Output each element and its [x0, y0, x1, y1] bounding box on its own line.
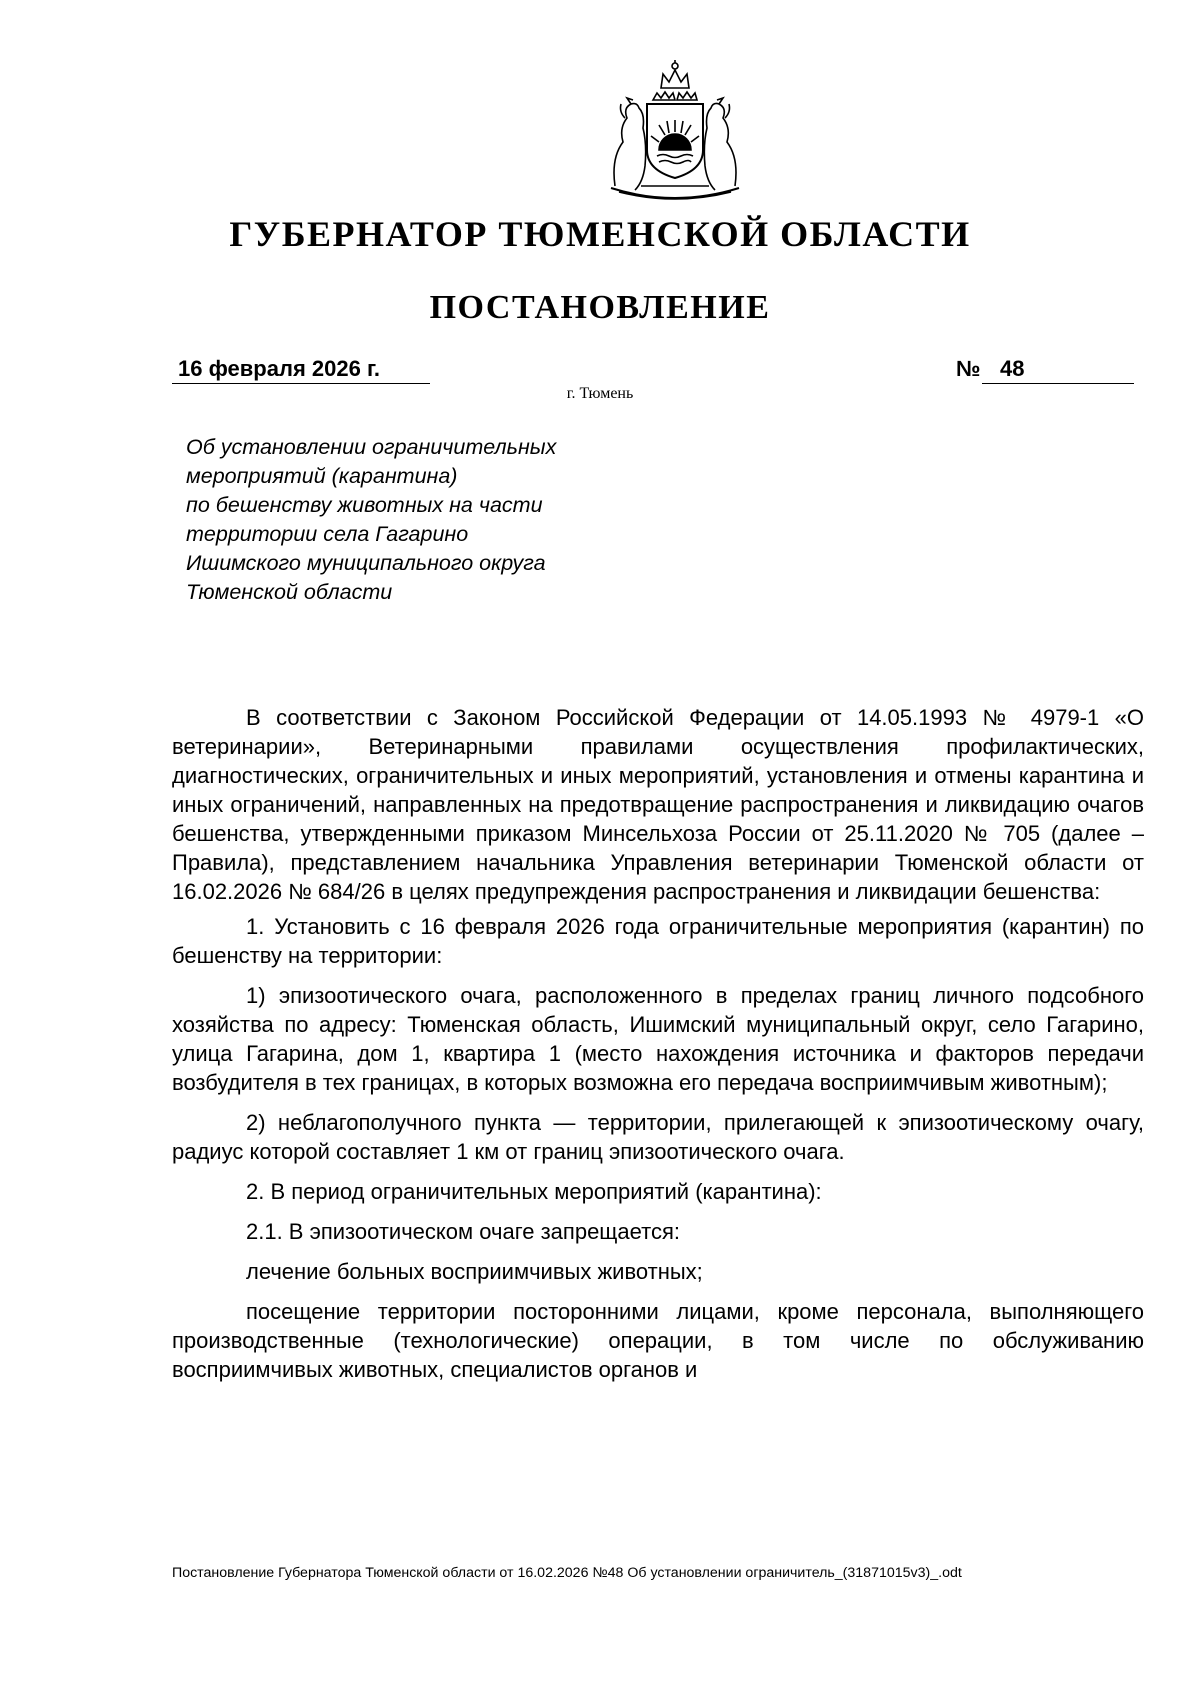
clause-1-paragraph: 1. Установить с 16 февраля 2026 года ограничительные мероприятия (карантин) по бешенству на территории: — [172, 914, 1144, 968]
coat-of-arms-emblem — [601, 58, 749, 206]
clause-1-1-paragraph: 1) эпизоотического очага, расположенного в пределах границ личного подсобного хозяйства по адресу: Тюменская область, Ишимский муниципальный округ, село Гагарино, улица Гагарина, дом 1, квартира 1 (место нахождения источника и факторов передачи возбудителя в тех границах, в которых возможна его передача восприимчивым животным); — [172, 983, 1144, 1095]
document-number: 48 — [982, 355, 1134, 384]
authority-heading: ГУБЕРНАТОР ТЮМЕНСКОЙ ОБЛАСТИ — [229, 214, 971, 254]
city-line: г. Тюмень — [566, 385, 634, 402]
subject-line: мероприятий (карантина) — [186, 464, 458, 488]
clause-1-2-paragraph: 2) неблагополучного пункта — территории, прилегающей к эпизоотическому очагу, радиус которой составляет 1 км от границ эпизоотического очага. — [172, 1110, 1144, 1164]
subject-line: территории села Гагарино — [186, 522, 469, 546]
subject-line: Тюменской области — [186, 580, 393, 604]
number-sign: № — [956, 356, 981, 381]
subject-line: Ишимского муниципального округа — [186, 551, 546, 575]
subject-line: по бешенству животных на части — [186, 493, 543, 517]
prohibition-item: лечение больных восприимчивых животных; — [246, 1259, 703, 1284]
document-type-heading: ПОСТАНОВЛЕНИЕ — [429, 289, 771, 326]
clause-2-paragraph: 2. В период ограничительных мероприятий (карантина): — [246, 1179, 822, 1204]
prohibition-item: посещение территории посторонними лицами, кроме персонала, выполняющего производственные (технологические) операции, в том числе по обслуживанию восприимчивых животных, специалистов органов и — [172, 1299, 1144, 1382]
document-body — [172, 703, 1144, 1395]
page-footer: Постановление Губернатора Тюменской области от 16.02.2026 №48 Об установлении ограничитель_(31871015v3)_.odt — [172, 1565, 962, 1581]
document-subject — [186, 433, 686, 607]
subject-line: Об установлении ограничительных — [186, 435, 557, 459]
document-date: 16 февраля 2026 г. — [172, 355, 430, 384]
preamble-paragraph: В соответствии с Законом Российской Федерации от 14.05.1993 № 4979-1 «О ветеринарии», Ветеринарными правилами осуществления профилактических, диагностических, ограничительных и иных мероприятий, установления и отмены карантина и иных ограничений, направленных на предотвращение распространения и ликвидацию очагов бешенства, утвержденными приказом Минсельхоза России от 25.11.2020 № 705 (далее – Правила), представлением начальника Управления ветеринарии Тюменской области от 16.02.2026 № 684/26 в целях предупреждения распространения и ликвидации бешенства: — [172, 705, 1144, 904]
clause-2-1-paragraph: 2.1. В эпизоотическом очаге запрещается: — [246, 1219, 680, 1244]
